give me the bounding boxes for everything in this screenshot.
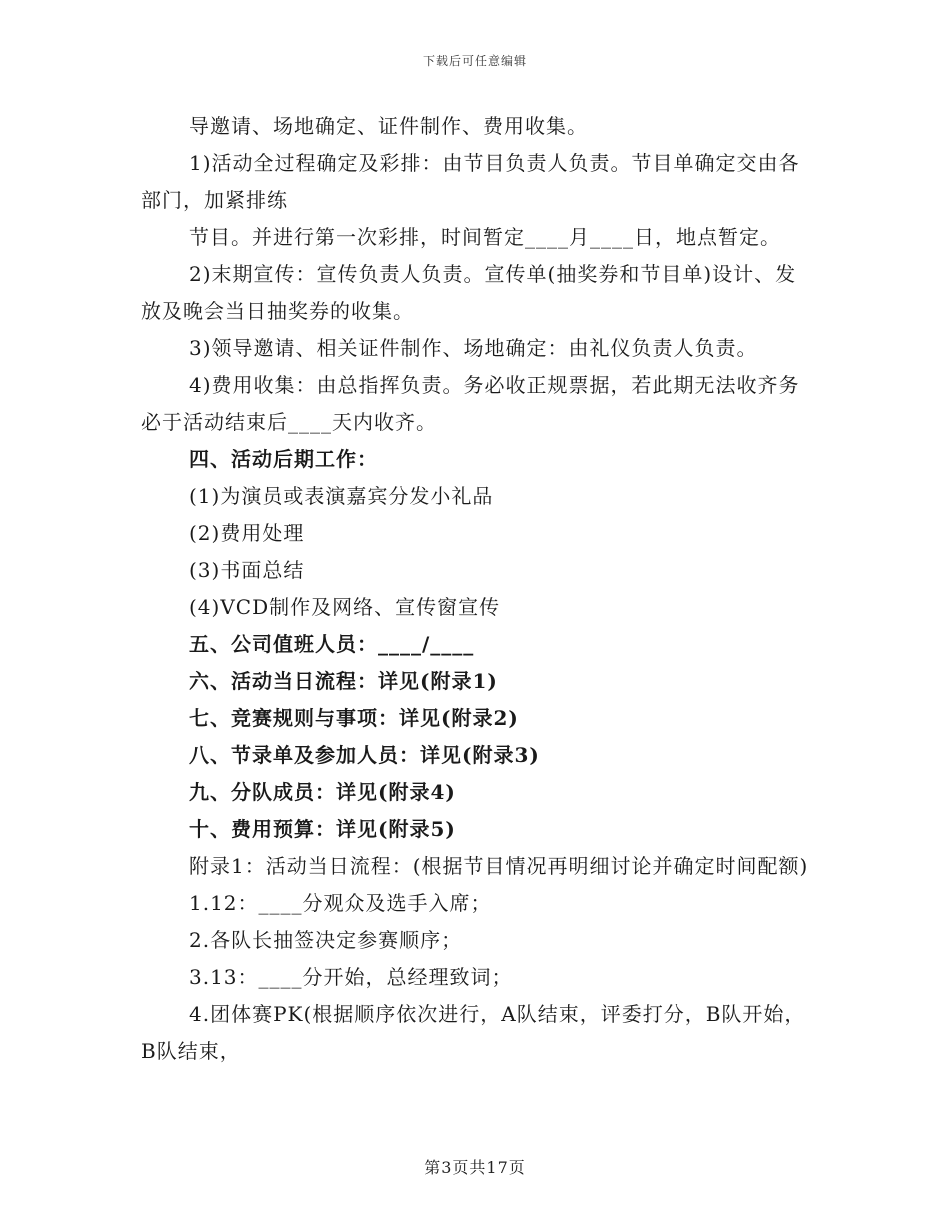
list-item-2: (2)费用处理 (189, 521, 305, 545)
paragraph-1: 导邀请、场地确定、证件制作、费用收集。 (189, 114, 588, 138)
section-heading-5: 五、公司值班人员：____/____ (189, 632, 475, 656)
section-heading-10: 十、费用预算：详见(附录5) (189, 817, 456, 841)
page-header: 下载后可任意编辑 (422, 54, 527, 68)
section-heading-9: 九、分队成员：详见(附录4) (189, 780, 456, 804)
section-heading-4: 四、活动后期工作： (189, 447, 378, 471)
list-item-4: (4)VCD制作及网络、宣传窗宣传 (189, 595, 501, 619)
section-heading-6: 六、活动当日流程：详见(附录1) (189, 669, 498, 693)
section-heading-8: 八、节录单及参加人员：详见(附录3) (189, 743, 540, 767)
list-item-3: (3)书面总结 (189, 558, 305, 582)
paragraph-5: 3)领导邀请、相关证件制作、场地确定：由礼仪负责人负责。 (189, 336, 758, 360)
paragraph-4: 2)末期宣传：宣传负责人负责。宣传单(抽奖券和节目单)设计、发放及晚会当日抽奖券的收集。 (141, 262, 797, 323)
page-footer: 第3页共17页 (424, 1158, 526, 1177)
appendix-1-title: 附录1：活动当日流程：(根据节目情况再明细讨论并确定时间配额) (189, 854, 809, 878)
flow-step-3: 3.13：____分开始，总经理致词； (189, 965, 513, 989)
flow-step-2: 2.各队长抽签决定参赛顺序； (189, 928, 463, 952)
paragraph-2: 1)活动全过程确定及彩排：由节目负责人负责。节目单确定交由各部门，加紧排练 (141, 151, 800, 212)
paragraph-3: 节目。并进行第一次彩排，时间暂定____月____日，地点暂定。 (189, 225, 781, 249)
document-body (141, 108, 809, 1070)
paragraph-6: 4)费用收集：由总指挥负责。务必收正规票据，若此期无法收齐务必于活动结束后____天内收齐。 (141, 373, 800, 434)
flow-step-4: 4.团体赛PK(根据顺序依次进行，A队结束，评委打分，B队开始，B队结束， (141, 1002, 806, 1063)
flow-step-1: 1.12：____分观众及选手入席； (189, 891, 492, 915)
list-item-1: (1)为演员或表演嘉宾分发小礼品 (189, 484, 494, 508)
section-heading-7: 七、竞赛规则与事项：详见(附录2) (189, 706, 519, 730)
